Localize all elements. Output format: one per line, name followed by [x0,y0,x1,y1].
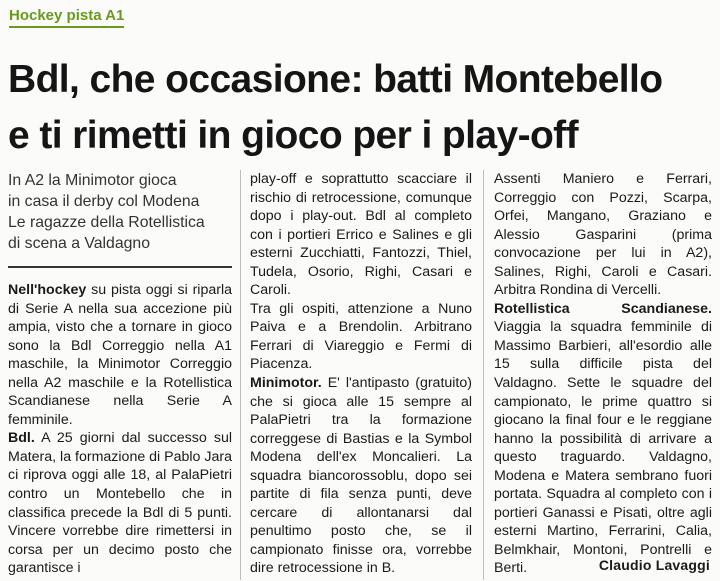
section-label: Hockey pista A1 [9,7,124,28]
paragraph-runin: Rotellistica Scandianese. [494,300,712,317]
summary-divider [8,266,232,268]
paragraph [494,170,712,300]
paragraph-runin: Bdl. [8,430,35,447]
paragraph-text: Tra gli ospiti, attenzione a Nuno Paiva e a Brendolin. Arbitrano Ferrari di Viareggio e Fermi di Piacenza. [250,300,472,373]
column-divider [483,170,484,580]
paragraph-text: Viaggia la squadra femminile di Massimo Barbieri, all'esordio alle 15 sulla difficile pista del Valdagno. Sette le squadre del campionato, le prime quattro si giocano la final four e le reggiane hanno la possibilità di arrivare a questo traguardo. Valdagno, Modena e Matera sembrano fuori portata. Squadra al completo con i portieri Ganassi e Pisati, oltre agli esterni Martino, Ferrarini, Calia, Belmkhair, Montoni, Pontrelli e Berti. [494,319,712,577]
paragraph-text: E' l'antipasto (gratuito) che si gioca alle 15 sempre al PalaPietri tra la formazione correggese di Bastias e la Symbol Modena dell'ex Moncalieri. La squadra biancorossoblu, dopo sei partite di fila senza punti, deve cercare di allontanarsi dal penultimo posto che, se il campionato finisse ora, vorrebbe dire retrocessione in B. [250,375,472,577]
paragraph [250,374,472,578]
summary-line: In A2 la Minimotor gioca [8,172,177,189]
summary [8,170,232,254]
byline: Claudio Lavaggi [598,557,710,573]
headline [8,52,720,164]
summary-line: in casa il derby col Modena [8,193,200,210]
paragraph-text: A 25 giorni dal successo sul Matera, la formazione di Pablo Jara ci riprova oggi alle 18, al PalaPietri contro un Montebello che in classifica precede la Bdl di 5 punti. Vincere vorrebbe dire rimettersi in corsa per un decimo posto che garantisce i [8,430,232,577]
paragraph-runin: Nell'hockey [8,282,87,298]
column-3 [494,170,712,578]
paragraph-text: su pista oggi si riparla di Serie A nella sua accezione più ampia, visto che a tornare in gioco sono la Bdl Correggio nella A1 maschile, la Minimotor Correggio nella A2 maschile e la Rotellistica Scandianese nella Serie A femminile. [8,282,232,428]
paragraph [8,429,232,577]
paragraph-text: Assenti Maniero e Ferrari, Correggio con Pozzi, Scarpa, Orfei, Mangano, Graziano e Alessio Gasparini (prima convocazione per lui in A2), Salines, Righi, Caroli e Casari. Arbitra Rondina di Vercelli. [494,171,712,299]
summary-line: di scena a Valdagno [8,235,150,252]
paragraph [8,281,232,429]
column-1 [8,170,232,578]
headline-line-1: Bdl, che occasione: batti Montebello [8,58,663,101]
column-divider [240,170,241,580]
headline-line-2: e ti rimetti in gioco per i play-off [8,114,578,157]
paragraph-runin: Minimotor. [250,375,322,392]
paragraph-text: play-off e soprattutto scacciare il rischio di retrocessione, comunque dopo i play-out. Bdl al completo con i portieri Errico e Salines e gli esterni Zucchiatti, Fantozzi, Thiel, Tudela, Osorio, Righi, Casari e Caroli. [250,171,472,299]
column-2 [250,170,472,578]
summary-line: Le ragazze della Rotellistica [8,214,205,231]
paragraph [250,300,472,374]
paragraph [494,300,712,578]
paragraph [250,170,472,300]
